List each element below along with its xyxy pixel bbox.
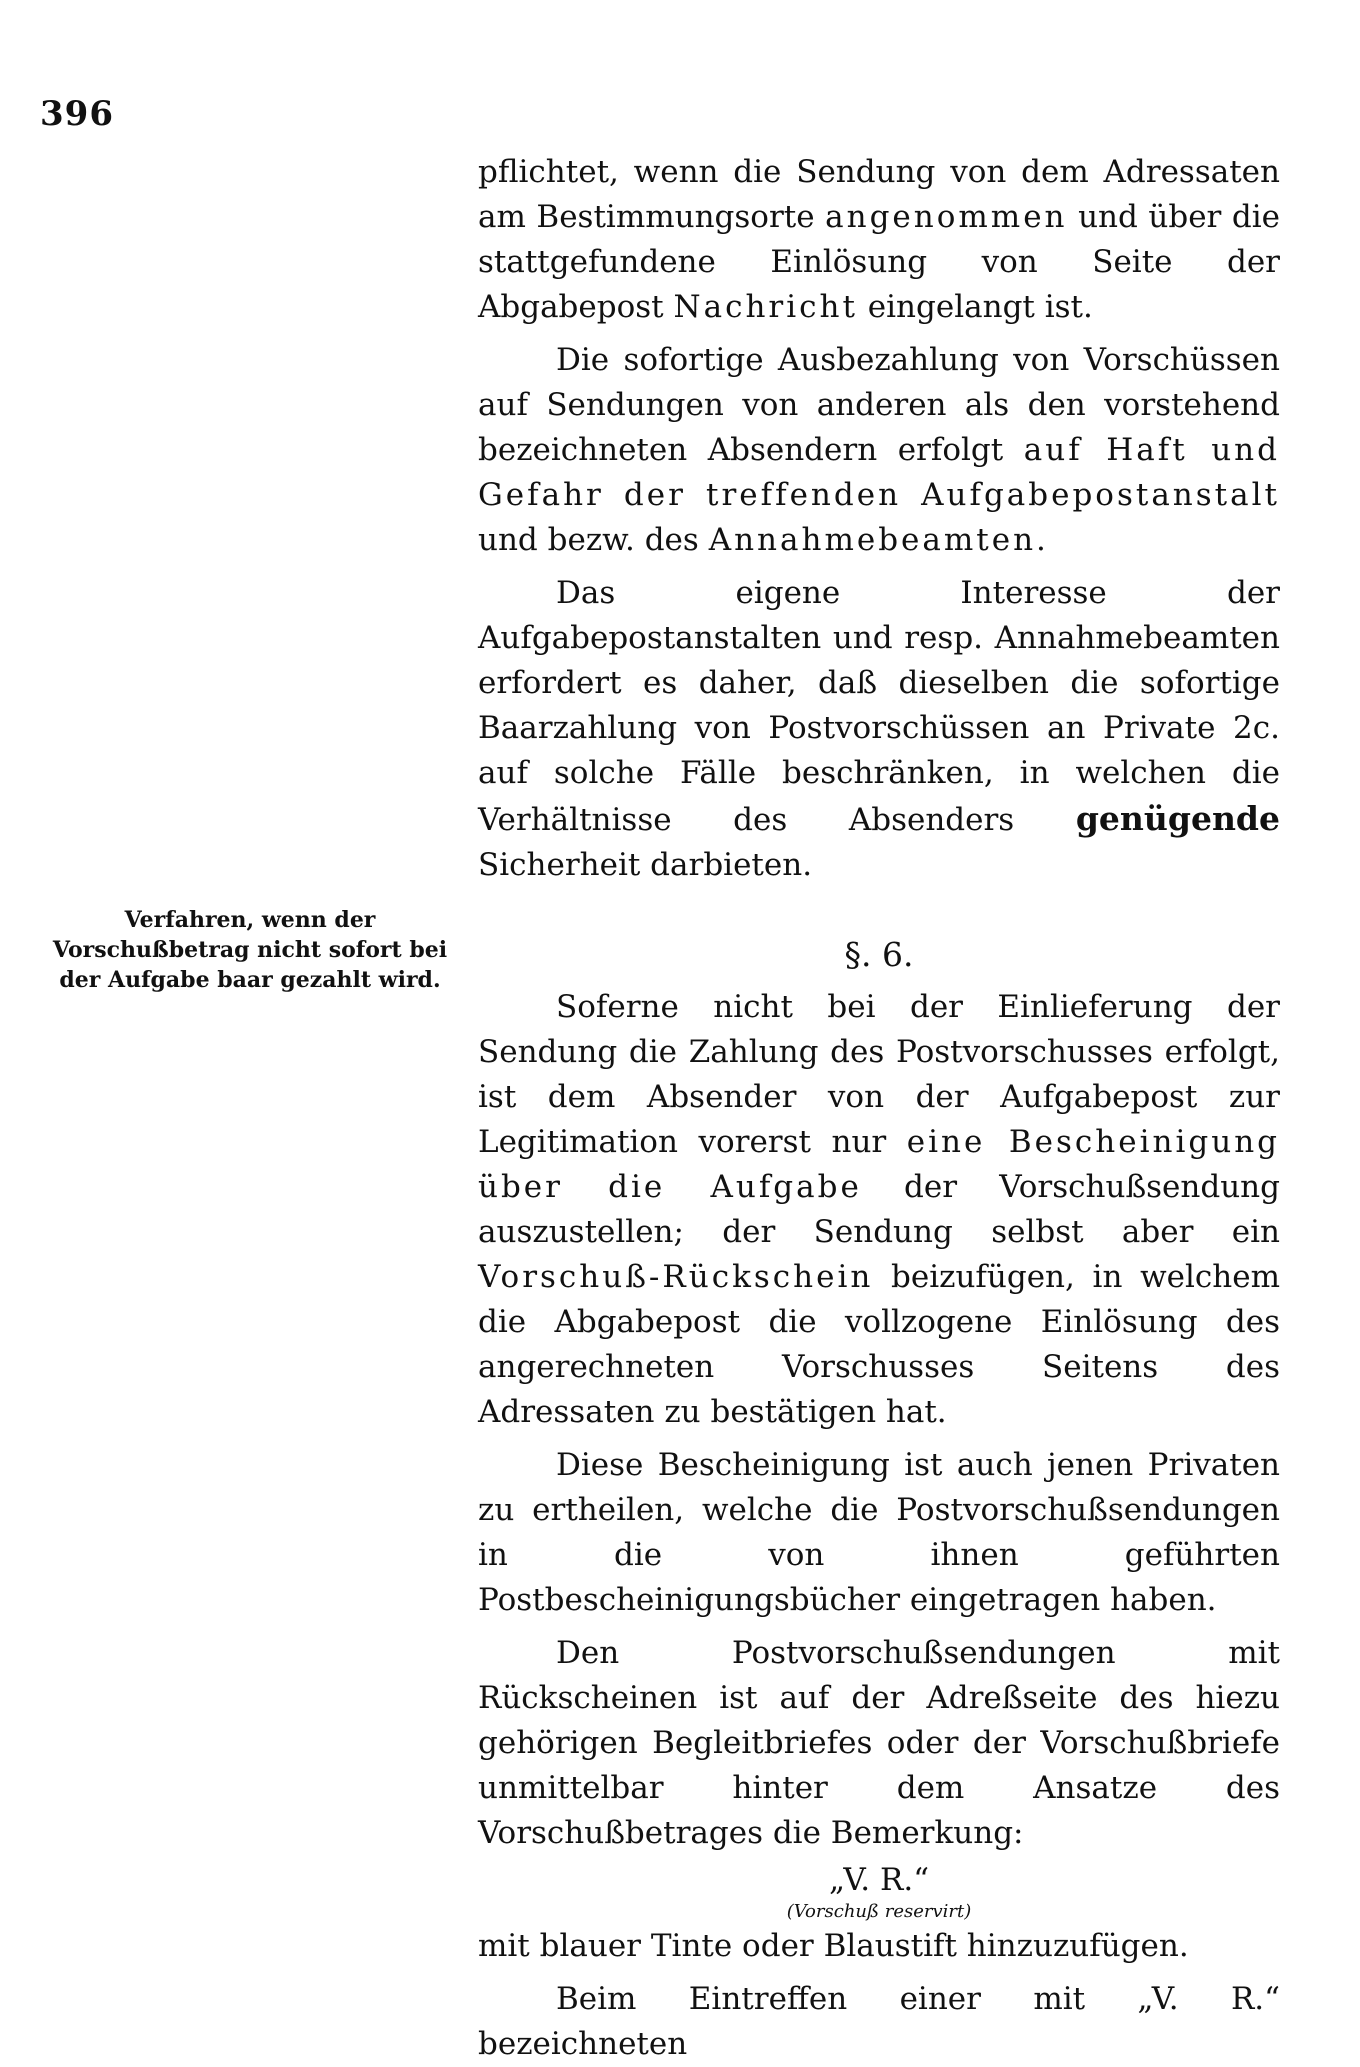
paragraph-2-text-c: und bezw. des (478, 522, 699, 558)
vr-note: (Vorschuß reservirt) (786, 1901, 972, 1922)
paragraph-8: Beim Eintreffen einer mit „V. R.“ bezeichneten (478, 1981, 1280, 2062)
paragraph-1-text-c: und über die stattgefundene Einlösung von Seite der Abgabepost (478, 199, 1280, 325)
paragraph-3 (478, 571, 1280, 888)
paragraph-2-emphasis-annahmebeamten: Annahmebeamten. (708, 522, 1049, 558)
paragraph-6: Den Postvorschußsendungen mit Rückscheinen ist auf der Adreßseite des hiezu gehörigen Begleitbriefes oder der Vorschußbriefe unmittelbar hinter dem Ansatze des Vorschußbetrages die Bemerkung: (478, 1635, 1280, 1851)
paragraph-7: mit blauer Tinte oder Blaustift hinzuzufügen. (478, 1928, 1189, 1964)
paragraph-4-text-a: Soferne nicht bei der Einlieferung der Sendung die Zahlung des Postvorschusses erfolgt, ist dem Absender von der Aufgabepost zur Legitimation vorerst nur (478, 989, 1280, 1160)
paragraph-4 (478, 985, 1280, 1435)
paragraph-3-text-c: Sicherheit darbieten. (478, 847, 813, 883)
paragraph-2-text-a: Die sofortige Ausbezahlung von Vorschüssen auf Sendungen von anderen als den vorstehend bezeichneten Absendern erfolgt (478, 342, 1280, 468)
main-text-column (478, 150, 1280, 2067)
margin-note: Verfahren, wenn der Vorschußbetrag nicht sofort bei der Aufgabe baar gezahlt wird. (52, 907, 448, 993)
paragraph-1-emphasis-angenommen: angenommen (825, 199, 1068, 235)
vr-notation-block (478, 1860, 1280, 1924)
paragraph-2-emphasis: auf Haft und Gefahr der treffenden Aufgabepostanstalt (478, 432, 1280, 513)
paragraph-4-text-e: beizufügen, in welchem die Abgabepost die vollzogene Einlösung des angerechneten Vorschusses Seitens des Adressaten zu bestätigen hat. (478, 1259, 1280, 1430)
paragraph-4-emphasis-bescheinigung: eine Bescheinigung über die Aufgabe (478, 1124, 1281, 1205)
paragraph-3-text-a: Das eigene Interesse der Aufgabepostanstalten und resp. Annahmebeamten erfordert es daher, daß dieselben die sofortige Baarzahlung von Postvorschüssen an Private 2c. auf solche Fälle beschränken, in welchen die Verhältnisse des Absenders (478, 575, 1280, 838)
paragraph-1 (478, 150, 1280, 330)
page-number: 396 (40, 94, 114, 134)
paragraph-4-text-c: der Vorschußsendung auszustellen; der Sendung selbst aber ein (478, 1169, 1280, 1250)
paragraph-1-emphasis-nachricht: Nachricht (673, 289, 858, 325)
paragraph-1-text-a: pflichtet, wenn die Sendung von dem Adressaten am Bestimmungsorte (478, 154, 1280, 235)
paragraph-2 (478, 338, 1280, 563)
section-heading: §. 6. (844, 935, 914, 974)
paragraph-3-emphasis-genuegende: genügende (1075, 799, 1280, 838)
vr-mark: „V. R.“ (828, 1862, 930, 1898)
paragraph-1-text-e: eingelangt ist. (867, 289, 1093, 325)
paragraph-4-emphasis-rueckschein: Vorschuß-Rückschein (478, 1259, 874, 1295)
paragraph-5: Diese Bescheinigung ist auch jenen Privaten zu ertheilen, welche die Postvorschußsendungen in die von ihnen geführten Postbescheinigungsbücher eingetragen haben. (478, 1447, 1280, 1618)
